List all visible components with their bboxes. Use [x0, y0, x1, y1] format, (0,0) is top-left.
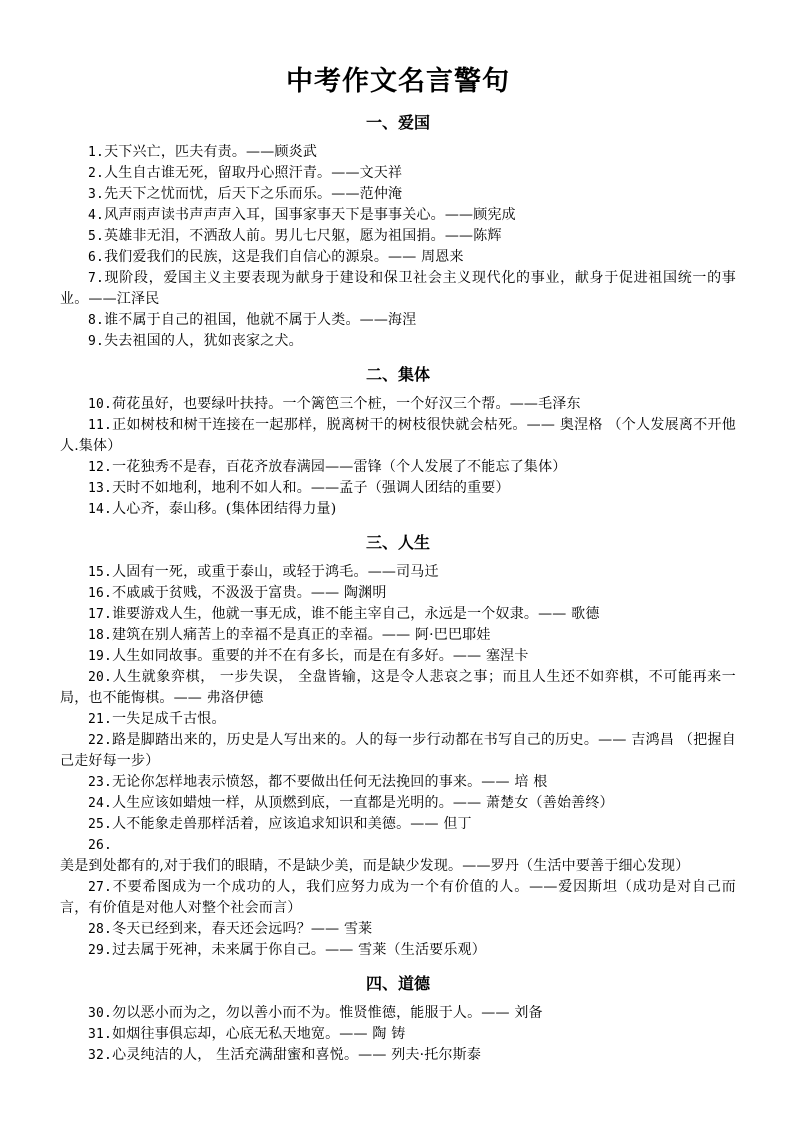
quote-text: 勿以恶小而为之，勿以善小而不为。惟贤惟德，能服于人。—— 刘备	[112, 1005, 543, 1021]
quote-text: 失去祖国的人，犹如丧家之犬。	[104, 333, 303, 349]
quote-number: 3.	[88, 187, 105, 202]
quote-number: 10.	[88, 397, 113, 412]
document-page	[60, 0, 736, 1066]
quote-number: 18.	[88, 628, 113, 643]
section-heading: 三、人生	[365, 533, 430, 552]
section-heading: 四、道德	[365, 974, 430, 993]
quote-number: 7.	[88, 271, 105, 286]
quote-number: 17.	[88, 607, 113, 622]
quote-text: 天时不如地利，地利不如人和。——孟子（强调人团结的重要）	[112, 480, 510, 496]
quote-item	[60, 226, 736, 247]
quote-item	[60, 646, 736, 667]
quote-text: 荷花虽好，也要绿叶扶持。一个篱笆三个桩，一个好汉三个帮。——毛泽东	[112, 396, 581, 412]
quote-text: 冬天已经到来，春天还会远吗？—— 雪莱	[112, 921, 373, 937]
quote-text: 我们爱我们的民族，这是我们自信心的源泉。—— 周恩来	[104, 249, 464, 265]
quote-text: 过去属于死神，未来属于你自己。—— 雪莱（生活要乐观）	[112, 942, 486, 958]
quote-number: 31.	[88, 1027, 113, 1042]
quote-number: 8.	[88, 313, 105, 328]
quote-item	[60, 163, 736, 184]
quote-number: 2.	[88, 166, 105, 181]
quote-number: 15.	[88, 565, 113, 580]
quote-item	[60, 394, 736, 415]
quote-item	[60, 877, 736, 919]
quote-number: 32.	[88, 1048, 113, 1063]
quote-text: 人生应该如蜡烛一样，从顶燃到底，一直都是光明的。—— 萧楚女（善始善终）	[112, 795, 614, 811]
quote-item	[60, 142, 736, 163]
quote-item	[60, 1045, 736, 1066]
quote-text: 心灵纯洁的人， 生活充满甜蜜和喜悦。—— 列夫·托尔斯泰	[112, 1047, 482, 1063]
quote-list	[60, 562, 736, 961]
quote-number: 28.	[88, 922, 113, 937]
quote-list	[60, 1003, 736, 1066]
quote-text: 不戚戚于贫贱，不汲汲于富贵。—— 陶渊明	[112, 585, 387, 601]
quote-text: 路是脚踏出来的，历史是人写出来的。人的每一步行动都在书写自己的历史。—— 吉鸿昌 （把握自己走好每一步）	[60, 732, 736, 769]
section	[60, 110, 736, 352]
quote-text: 人不能象走兽那样活着，应该追求知识和美德。—— 但丁	[112, 816, 472, 832]
quote-item	[60, 604, 736, 625]
quote-item	[60, 667, 736, 709]
quote-text: 不要希图成为一个成功的人，我们应努力成为一个有价值的人。——爱因斯坦（成功是对自己而言，有价值是对他人对整个社会而言）	[60, 879, 736, 916]
quote-item	[60, 184, 736, 205]
section	[60, 530, 736, 961]
quote-item	[60, 625, 736, 646]
quote-text: 谁要游戏人生，他就一事无成，谁不能主宰自己，永远是一个奴隶。—— 歌德	[112, 606, 600, 622]
quote-text: 谁不属于自己的祖国，他就不属于人类。——海涅	[104, 312, 417, 328]
quote-item	[60, 478, 736, 499]
quote-item	[60, 457, 736, 478]
section-heading: 二、集体	[365, 365, 430, 384]
quote-text: 天下兴亡，匹夫有责。——顾炎武	[104, 144, 318, 160]
quote-list	[60, 394, 736, 520]
quote-item	[60, 331, 736, 352]
quote-item	[60, 940, 736, 961]
quote-number: 20.	[88, 670, 113, 685]
quote-item	[60, 415, 736, 457]
quote-number: 25.	[88, 817, 113, 832]
section	[60, 362, 736, 520]
quote-number: 11.	[88, 418, 113, 433]
quote-number: 12.	[88, 460, 113, 475]
quote-number: 9.	[88, 334, 105, 349]
quote-item	[60, 793, 736, 814]
quote-item	[60, 499, 736, 520]
quote-number: 5.	[88, 229, 105, 244]
sections-container	[60, 110, 736, 1066]
quote-text: 风声雨声读书声声声入耳，国事家事天下是事事关心。——顾宪成	[104, 207, 516, 223]
quote-number: 29.	[88, 943, 113, 958]
quote-text: 美是到处都有的,对于我们的眼睛，不是缺少美，而是缺少发现。——罗丹（生活中要善于细心发现）	[60, 858, 690, 874]
quote-item	[60, 730, 736, 772]
quote-item	[60, 247, 736, 268]
quote-number: 19.	[88, 649, 113, 664]
quote-text: 现阶段，爱国主义主要表现为献身于建设和保卫社会主义现代化的事业，献身于促进祖国统一的事业。——江泽民	[60, 270, 736, 307]
quote-number: 22.	[88, 733, 113, 748]
quote-text: 一花独秀不是春，百花齐放春满园——雷锋（个人发展了不能忘了集体）	[112, 459, 567, 475]
quote-number: 14.	[88, 502, 113, 517]
quote-number: 23.	[88, 775, 113, 790]
quote-number: 13.	[88, 481, 113, 496]
quote-item	[60, 583, 736, 604]
quote-text: 英雄非无泪，不洒敌人前。男儿七尺躯，愿为祖国捐。——陈辉	[104, 228, 502, 244]
quote-number: 21.	[88, 712, 113, 727]
quote-text: 正如树枝和树干连接在一起那样，脱离树干的树枝很快就会枯死。—— 奥涅格 （个人发展离不开他人.集体）	[60, 417, 736, 454]
quote-item	[60, 562, 736, 583]
quote-number: 4.	[88, 208, 105, 223]
quote-text: 人心齐，泰山移。(集体团结得力量)	[112, 501, 337, 517]
section	[60, 971, 736, 1066]
quote-number: 30.	[88, 1006, 113, 1021]
quote-text: 人固有一死，或重于泰山，或轻于鸿毛。——司马迁	[112, 564, 439, 580]
quote-number: 27.	[88, 880, 113, 895]
quote-text: 建筑在别人痛苦上的幸福不是真正的幸福。—— 阿·巴巴耶娃	[112, 627, 491, 643]
quote-item	[60, 205, 736, 226]
quote-item	[60, 1024, 736, 1045]
section-heading: 一、爱国	[365, 113, 430, 132]
quote-number: 6.	[88, 250, 105, 265]
quote-text: 无论你怎样地表示愤怒，都不要做出任何无法挽回的事来。—— 培 根	[112, 774, 548, 790]
quote-list	[60, 142, 736, 352]
quote-text: 先天下之忧而忧，后天下之乐而乐。——范仲淹	[104, 186, 403, 202]
quote-item	[60, 310, 736, 331]
quote-item	[60, 772, 736, 793]
quote-item	[60, 709, 736, 730]
quote-item	[60, 814, 736, 835]
document-title: 中考作文名言警句	[286, 66, 510, 97]
quote-item	[60, 835, 736, 877]
quote-number: 24.	[88, 796, 113, 811]
quote-item	[60, 919, 736, 940]
quote-number: 16.	[88, 586, 113, 601]
quote-text: 人生自古谁无死，留取丹心照汗青。——文天祥	[104, 165, 403, 181]
quote-text: 人生就象弈棋， 一步失误， 全盘皆输，这是令人悲哀之事；而且人生还不如弈棋，不可能再来一局，也不能悔棋。—— 弗洛伊德	[60, 669, 736, 706]
quote-item	[60, 1003, 736, 1024]
quote-item	[60, 268, 736, 310]
quote-number: 1.	[88, 145, 105, 160]
quote-text: 一失足成千古恨。	[112, 711, 226, 727]
quote-number: 26.	[88, 838, 113, 853]
quote-text: 人生如同故事。重要的并不在有多长，而是在有多好。—— 塞涅卡	[112, 648, 529, 664]
quote-text: 如烟往事俱忘却，心底无私天地宽。—— 陶 铸	[112, 1026, 406, 1042]
